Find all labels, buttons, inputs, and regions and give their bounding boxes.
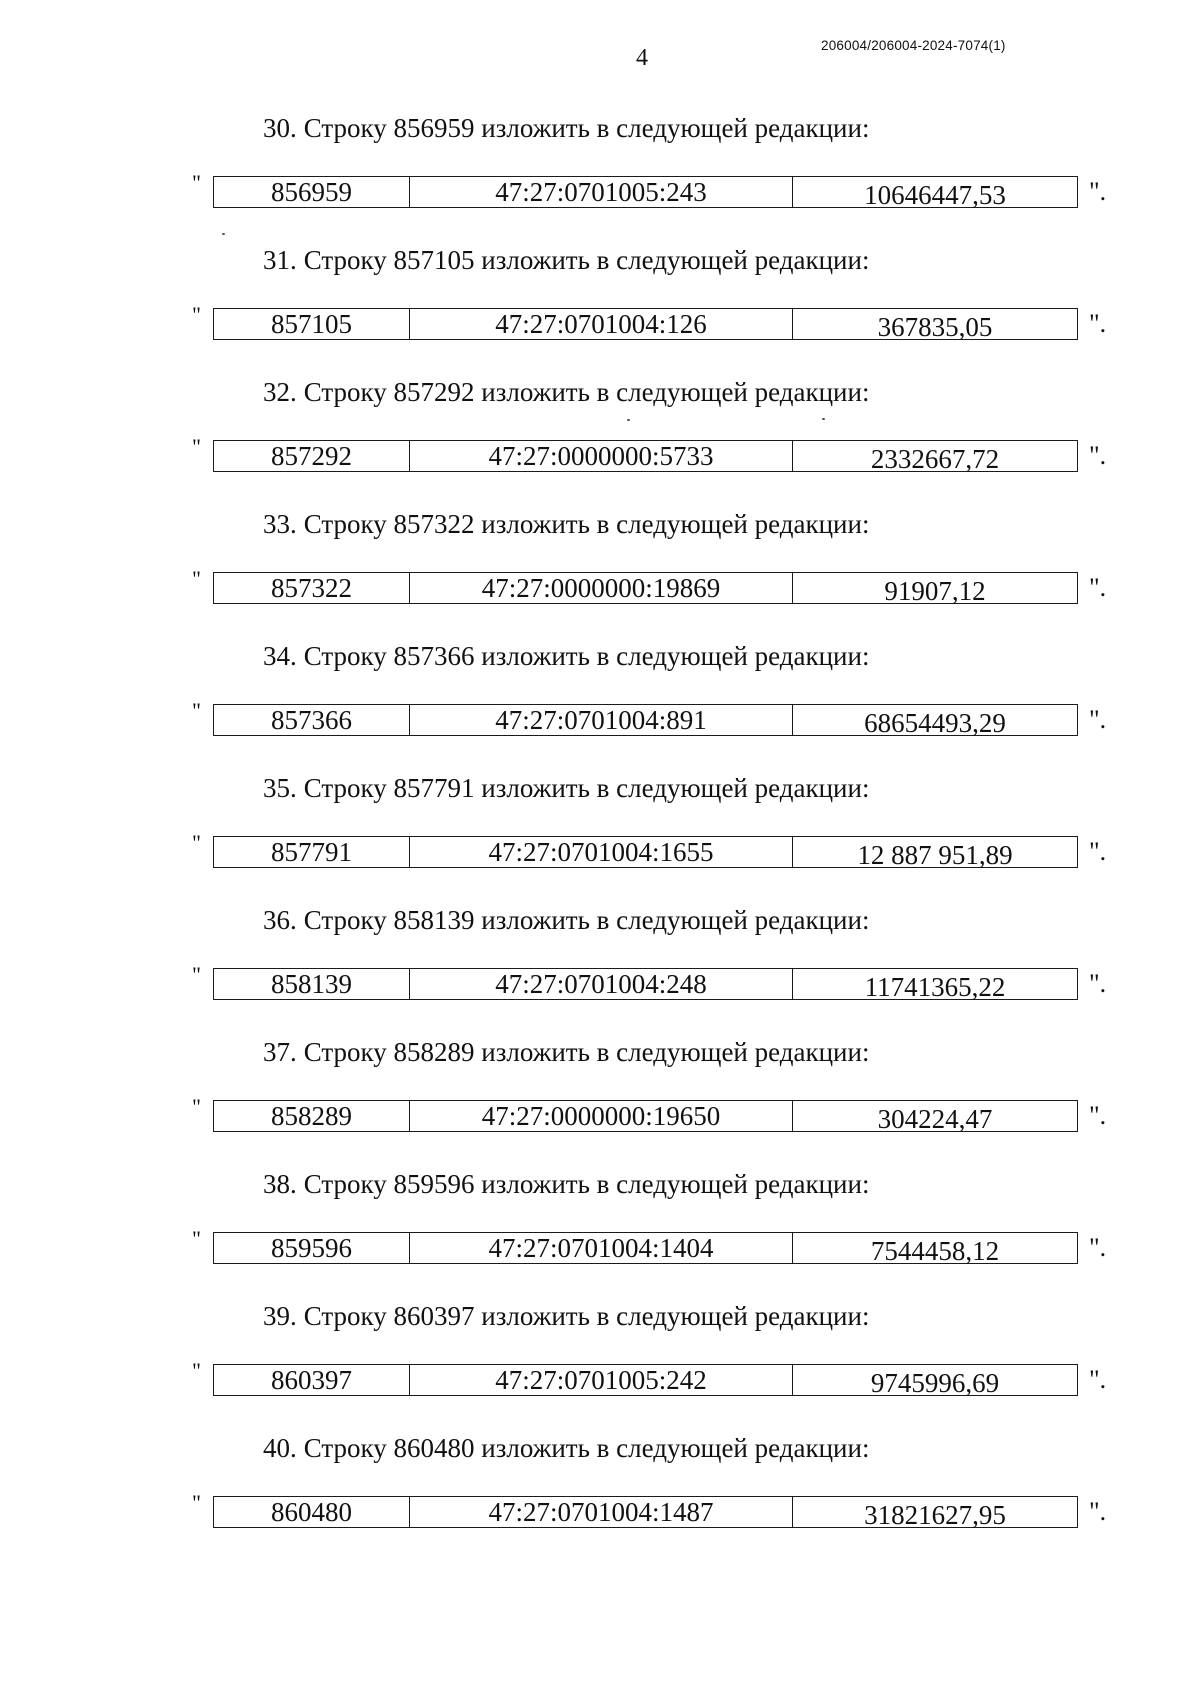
heading-suffix: изложить в следующей редакции: <box>481 1433 870 1463</box>
closing-quote: ". <box>1089 1233 1107 1262</box>
table-row <box>213 704 1078 736</box>
opening-quote: " <box>192 962 201 987</box>
entry-number: 37. <box>263 1037 297 1067</box>
cadastral-number-cell: 47:27:0000000:19650 <box>409 1100 792 1132</box>
heading-prefix: Строку <box>303 113 387 143</box>
entry-number: 36. <box>263 905 297 935</box>
closing-quote: ". <box>1089 441 1107 470</box>
value-cell: 31821627,95 <box>792 1496 1078 1528</box>
entry-heading <box>263 376 869 408</box>
amendment-entry <box>0 244 1200 354</box>
value-cell: 304224,47 <box>792 1100 1078 1132</box>
cadastral-number-cell: 47:27:0701005:243 <box>409 176 792 208</box>
entry-number: 35. <box>263 773 297 803</box>
entry-heading <box>263 904 869 936</box>
closing-quote: ". <box>1089 1497 1107 1526</box>
opening-quote: " <box>192 1490 201 1515</box>
heading-suffix: изложить в следующей редакции: <box>481 1301 870 1331</box>
cadastral-number-cell: 47:27:0701004:1487 <box>409 1496 792 1528</box>
amendment-entry <box>0 508 1200 618</box>
entry-heading <box>263 1168 869 1200</box>
entry-number: 38. <box>263 1169 297 1199</box>
table-row <box>213 968 1078 1000</box>
opening-quote: " <box>192 698 201 723</box>
table-row <box>213 1100 1078 1132</box>
closing-quote: ". <box>1089 177 1107 206</box>
heading-prefix: Строку <box>303 1433 387 1463</box>
heading-suffix: изложить в следующей редакции: <box>481 641 870 671</box>
heading-suffix: изложить в следующей редакции: <box>481 1169 870 1199</box>
value-cell: 7544458,12 <box>792 1232 1078 1264</box>
heading-row-code: 860480 <box>393 1433 475 1463</box>
heading-prefix: Строку <box>303 245 387 275</box>
heading-row-code: 857322 <box>393 509 475 539</box>
heading-prefix: Строку <box>303 377 387 407</box>
row-code-cell: 857791 <box>213 836 409 868</box>
cadastral-number-cell: 47:27:0701004:891 <box>409 704 792 736</box>
entry-heading <box>263 508 869 540</box>
cadastral-number-cell: 47:27:0701004:1404 <box>409 1232 792 1264</box>
heading-row-code: 856959 <box>393 113 475 143</box>
row-code-cell: 860480 <box>213 1496 409 1528</box>
heading-suffix: изложить в следующей редакции: <box>481 509 870 539</box>
entry-heading <box>263 112 869 144</box>
opening-quote: " <box>192 566 201 591</box>
heading-suffix: изложить в следующей редакции: <box>481 245 870 275</box>
row-code-cell: 857292 <box>213 440 409 472</box>
registration-number: 206004/206004-2024-7074(1) <box>821 38 1006 53</box>
amendment-entry <box>0 904 1200 1014</box>
closing-quote: ". <box>1089 969 1107 998</box>
cadastral-number-cell: 47:27:0701004:248 <box>409 968 792 1000</box>
entry-heading <box>263 1432 869 1464</box>
cadastral-number-cell: 47:27:0701004:126 <box>409 308 792 340</box>
scan-speck <box>822 418 825 420</box>
amendment-entry <box>0 112 1200 222</box>
scan-speck <box>627 419 630 421</box>
entry-number: 31. <box>263 245 297 275</box>
row-code-cell: 858139 <box>213 968 409 1000</box>
heading-row-code: 859596 <box>393 1169 475 1199</box>
heading-prefix: Строку <box>303 1169 387 1199</box>
entry-heading <box>263 640 869 672</box>
closing-quote: ". <box>1089 705 1107 734</box>
row-code-cell: 857105 <box>213 308 409 340</box>
cadastral-number-cell: 47:27:0701004:1655 <box>409 836 792 868</box>
heading-suffix: изложить в следующей редакции: <box>481 113 870 143</box>
heading-prefix: Строку <box>303 509 387 539</box>
value-cell: 2332667,72 <box>792 440 1078 472</box>
heading-row-code: 857791 <box>393 773 475 803</box>
amendment-entry <box>0 640 1200 750</box>
row-code-cell: 858289 <box>213 1100 409 1132</box>
opening-quote: " <box>192 434 201 459</box>
value-cell: 91907,12 <box>792 572 1078 604</box>
amendment-entry <box>0 1432 1200 1542</box>
opening-quote: " <box>192 1358 201 1383</box>
heading-prefix: Строку <box>303 905 387 935</box>
heading-row-code: 860397 <box>393 1301 475 1331</box>
value-cell: 10646447,53 <box>792 176 1078 208</box>
table-row <box>213 176 1078 208</box>
row-code-cell: 857322 <box>213 572 409 604</box>
entry-heading <box>263 244 869 276</box>
entry-number: 32. <box>263 377 297 407</box>
entry-number: 33. <box>263 509 297 539</box>
closing-quote: ". <box>1089 573 1107 602</box>
entry-number: 30. <box>263 113 297 143</box>
heading-prefix: Строку <box>303 773 387 803</box>
table-row <box>213 440 1078 472</box>
value-cell: 68654493,29 <box>792 704 1078 736</box>
value-cell: 9745996,69 <box>792 1364 1078 1396</box>
page-number: 4 <box>636 45 648 71</box>
heading-row-code: 858139 <box>393 905 475 935</box>
amendment-entry <box>0 772 1200 882</box>
closing-quote: ". <box>1089 1101 1107 1130</box>
opening-quote: " <box>192 302 201 327</box>
amendment-entry <box>0 1300 1200 1410</box>
closing-quote: ". <box>1089 837 1107 866</box>
closing-quote: ". <box>1089 309 1107 338</box>
row-code-cell: 860397 <box>213 1364 409 1396</box>
table-row <box>213 308 1078 340</box>
row-code-cell: 859596 <box>213 1232 409 1264</box>
heading-prefix: Строку <box>303 641 387 671</box>
table-row <box>213 1364 1078 1396</box>
opening-quote: " <box>192 1226 201 1251</box>
amendment-entry <box>0 1168 1200 1278</box>
table-row <box>213 836 1078 868</box>
heading-prefix: Строку <box>303 1037 387 1067</box>
heading-suffix: изложить в следующей редакции: <box>481 377 870 407</box>
cadastral-number-cell: 47:27:0000000:5733 <box>409 440 792 472</box>
heading-row-code: 857366 <box>393 641 475 671</box>
heading-row-code: 857292 <box>393 377 475 407</box>
heading-suffix: изложить в следующей редакции: <box>481 905 870 935</box>
value-cell: 11741365,22 <box>792 968 1078 1000</box>
entry-heading <box>263 772 869 804</box>
opening-quote: " <box>192 170 201 195</box>
amendment-entry <box>0 1036 1200 1146</box>
entry-number: 39. <box>263 1301 297 1331</box>
table-row <box>213 572 1078 604</box>
heading-suffix: изложить в следующей редакции: <box>481 1037 870 1067</box>
value-cell: 367835,05 <box>792 308 1078 340</box>
table-row <box>213 1496 1078 1528</box>
entry-heading <box>263 1036 869 1068</box>
opening-quote: " <box>192 830 201 855</box>
heading-row-code: 858289 <box>393 1037 475 1067</box>
value-cell: 12 887 951,89 <box>792 836 1078 868</box>
entry-heading <box>263 1300 869 1332</box>
row-code-cell: 856959 <box>213 176 409 208</box>
entry-number: 40. <box>263 1433 297 1463</box>
heading-row-code: 857105 <box>393 245 475 275</box>
table-row <box>213 1232 1078 1264</box>
amendment-entry <box>0 376 1200 486</box>
row-code-cell: 857366 <box>213 704 409 736</box>
scan-speck <box>222 233 225 235</box>
closing-quote: ". <box>1089 1365 1107 1394</box>
opening-quote: " <box>192 1094 201 1119</box>
entry-number: 34. <box>263 641 297 671</box>
cadastral-number-cell: 47:27:0000000:19869 <box>409 572 792 604</box>
heading-prefix: Строку <box>303 1301 387 1331</box>
cadastral-number-cell: 47:27:0701005:242 <box>409 1364 792 1396</box>
heading-suffix: изложить в следующей редакции: <box>481 773 870 803</box>
